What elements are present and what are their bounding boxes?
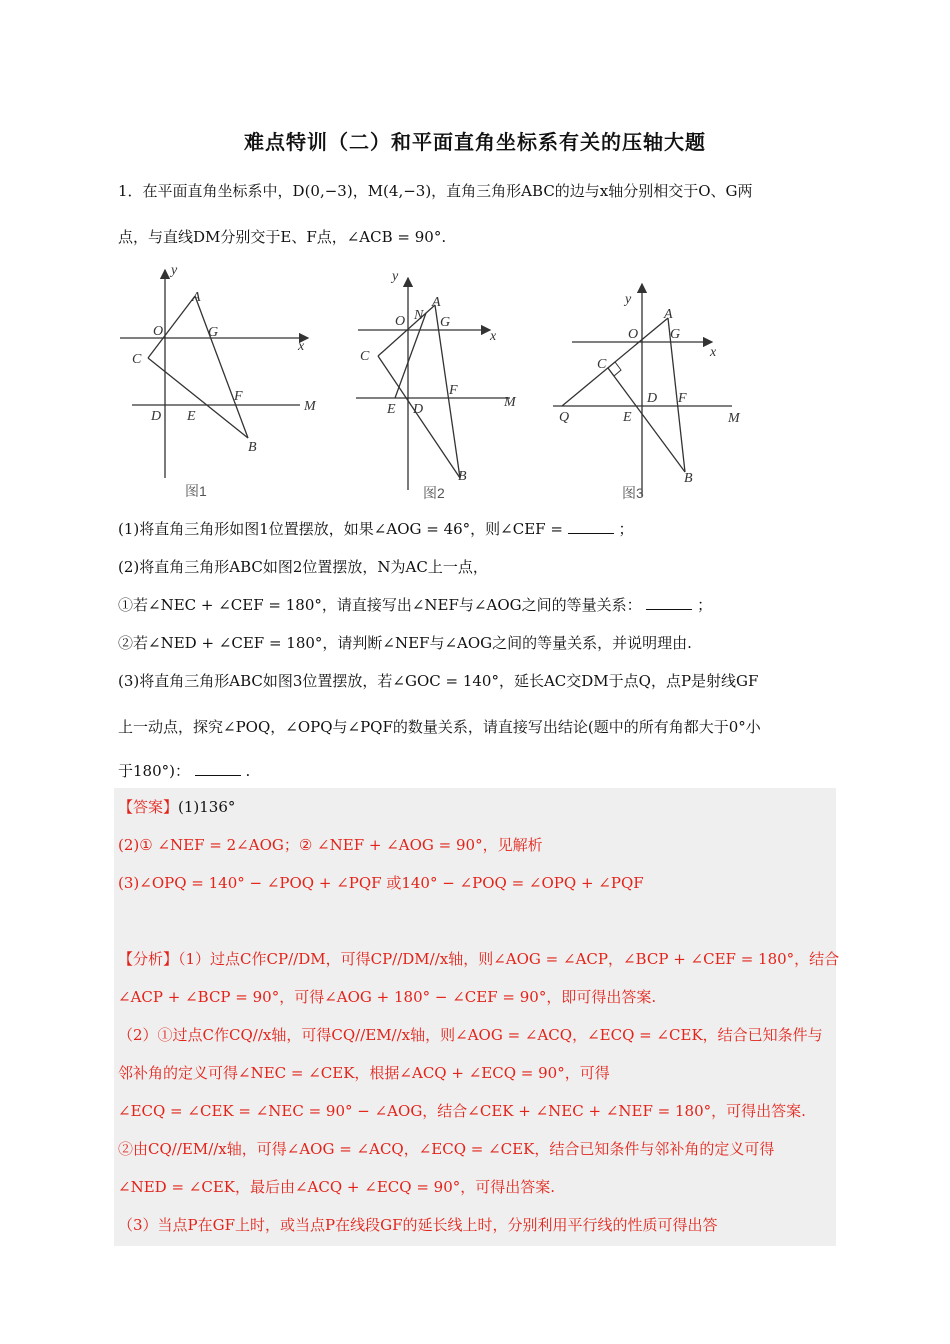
fig2-caption: 图2	[423, 485, 445, 501]
analysis-label: 【分析】	[118, 950, 179, 968]
fig2-label-b: B	[458, 469, 467, 484]
analysis-line-3: （2）①过点C作CQ//x轴，可得CQ//EM//x轴，则∠AOG = ∠ACQ，∠ECQ = ∠CEK，结合已知条件与	[118, 1026, 823, 1044]
analysis-line-8: （3）当点P在GF上时，或当点P在线段GF的延长线上时，分别利用平行线的性质可得出答	[118, 1216, 718, 1234]
fig1-label-g: G	[208, 325, 219, 340]
problem-line-2: 点，与直线DM分别交于E、F点，∠ACB = 90°.	[118, 228, 447, 246]
fig2-label-e: E	[387, 402, 396, 417]
geometry-figures	[110, 258, 760, 508]
question-3-line-a: (3)将直角三角形ABC如图3位置摆放，若∠GOC = 140°，延长AC交DM于点Q，点P是射线GF	[118, 672, 759, 690]
fig3-label-x: x	[710, 345, 717, 360]
fig3-label-e: E	[623, 410, 632, 425]
fig1-label-a: A	[192, 290, 201, 305]
question-2-part-2: ②若∠NED + ∠CEF = 180°，请判断∠NEF与∠AOG之间的等量关系，并说明理由.	[118, 634, 692, 652]
fig2-label-g: G	[440, 315, 451, 330]
answer-line-1: 【答案】(1)136°	[118, 798, 236, 816]
fig1-label-f: F	[234, 389, 243, 404]
figure-1	[120, 270, 308, 478]
answer-line-2: (2)① ∠NEF = 2∠AOG；② ∠NEF + ∠AOG = 90°，见解析	[118, 836, 543, 854]
fig3-label-q: Q	[559, 410, 570, 425]
fig3-label-f: F	[678, 391, 687, 406]
question-1: (1)将直角三角形如图1位置摆放，如果∠AOG = 46°，则∠CEF = ；	[118, 520, 634, 538]
answer-line-3: (3)∠OPQ = 140° − ∠POQ + ∠PQF 或140° − ∠POQ = ∠OPQ + ∠PQF	[118, 874, 644, 892]
fig2-label-c: C	[360, 349, 370, 364]
fig3-label-d: D	[647, 391, 658, 406]
page-title: 难点特训（二）和平面直角坐标系有关的压轴大题	[244, 130, 706, 154]
fig1-label-b: B	[248, 440, 257, 455]
fig3-label-c: C	[597, 357, 607, 372]
question-2: (2)将直角三角形ABC如图2位置摆放，N为AC上一点，	[118, 558, 488, 576]
answer-label: 【答案】	[118, 798, 179, 816]
analysis-line-5: ∠ECQ = ∠CEK = ∠NEC = 90° − ∠AOG，结合∠CEK + ∠NEC + ∠NEF = 180°，可得出答案.	[118, 1102, 806, 1120]
fig2-label-y: y	[392, 269, 399, 284]
fig3-label-g: G	[670, 327, 681, 342]
answer-blank	[568, 519, 614, 534]
fig1-label-y: y	[171, 263, 178, 278]
fig1-label-d: D	[151, 409, 162, 424]
fig3-label-o: O	[628, 327, 639, 342]
fig3-label-a: A	[664, 307, 673, 322]
problem-line-1: 1．在平面直角坐标系中，D(0,−3)，M(4,−3)，直角三角形ABC的边与x轴分别相交于O、G两	[118, 182, 753, 200]
answer-blank	[195, 761, 241, 776]
analysis-line-7: ∠NED = ∠CEK，最后由∠ACQ + ∠ECQ = 90°，可得出答案.	[118, 1178, 556, 1196]
analysis-line-6: ②由CQ//EM//x轴，可得∠AOG = ∠ACQ，∠ECQ = ∠CEK，结合已知条件与邻补角的定义可得	[118, 1140, 775, 1158]
fig2-label-x: x	[490, 329, 497, 344]
fig1-label-e: E	[187, 409, 196, 424]
figure-3	[553, 284, 732, 496]
fig1-label-x: x	[298, 339, 305, 354]
fig1-label-o: O	[153, 324, 164, 339]
fig2-label-m: M	[504, 395, 516, 410]
fig2-label-f: F	[449, 383, 458, 398]
question-2-part-1: ①若∠NEC + ∠CEF = 180°，请直接写出∠NEF与∠AOG之间的等量关系： ；	[118, 596, 713, 614]
fig3-caption: 图3	[622, 485, 644, 501]
fig3-label-b: B	[684, 471, 693, 486]
fig1-label-c: C	[132, 352, 142, 367]
fig2-label-o: O	[395, 314, 406, 329]
fig2-label-a: A	[432, 295, 441, 310]
analysis-line-4: 邻补角的定义可得∠NEC = ∠CEK，根据∠ACQ + ∠ECQ = 90°，可得	[118, 1064, 610, 1082]
fig2-label-n: N	[414, 308, 424, 323]
question-3-line-b: 上一动点，探究∠POQ，∠OPQ与∠PQF的数量关系，请直接写出结论(题中的所有角都大于0°小	[118, 718, 761, 736]
analysis-line-2: ∠ACP + ∠BCP = 90°，可得∠AOG + 180° − ∠CEF = 90°，即可得出答案.	[118, 988, 657, 1006]
fig3-label-y: y	[625, 292, 632, 307]
fig1-caption: 图1	[185, 483, 207, 499]
fig1-label-m: M	[304, 399, 316, 414]
analysis-line-1: 【分析】（1）过点C作CP//DM，可得CP//DM//x轴，则∠AOG = ∠ACP，∠BCP + ∠CEF = 180°，结合	[118, 950, 840, 968]
answer-blank	[646, 595, 692, 610]
fig3-label-m: M	[728, 411, 740, 426]
question-3-line-c: 于180°)： .	[118, 762, 251, 780]
fig2-label-d: D	[413, 402, 424, 417]
